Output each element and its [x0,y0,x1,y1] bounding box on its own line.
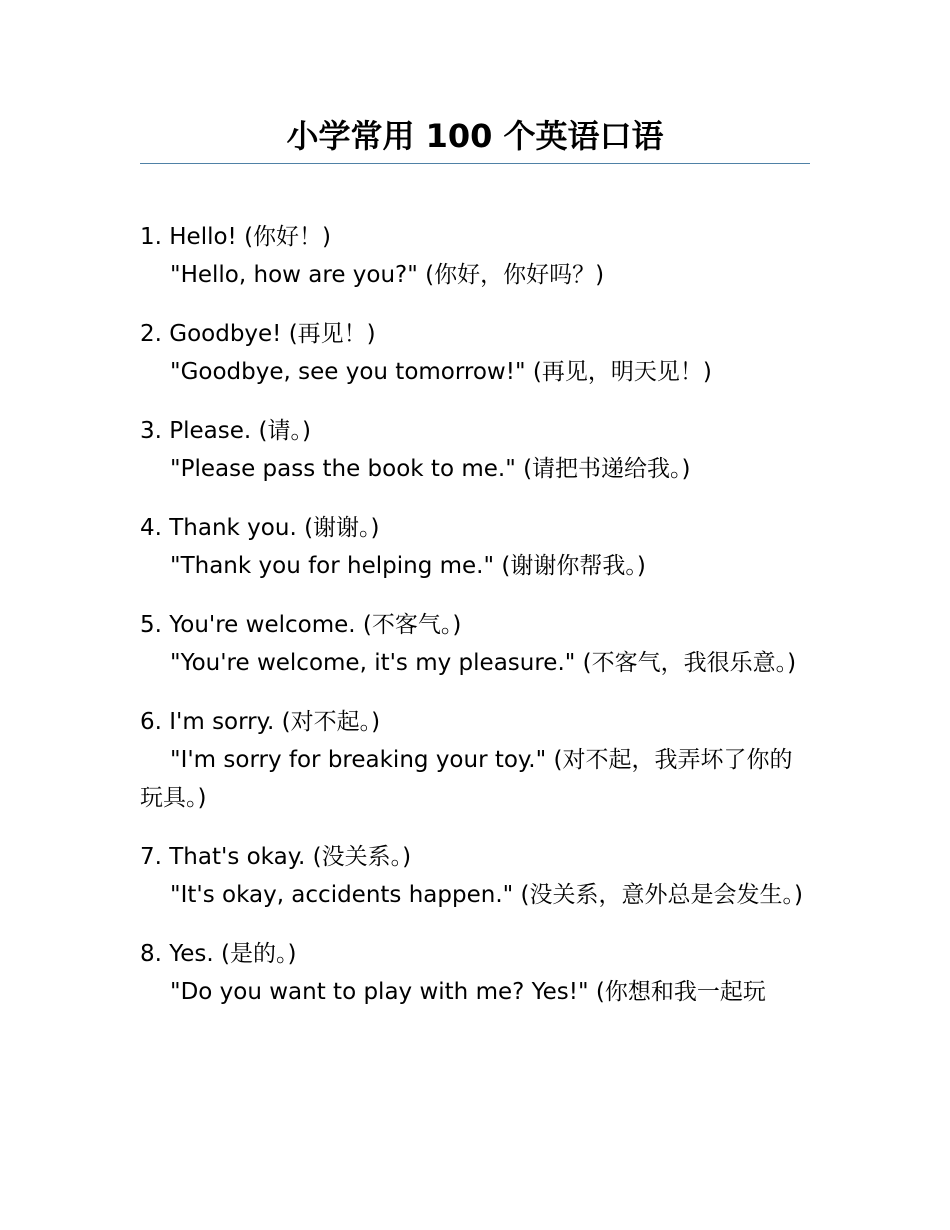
phrase-heading: 8. Yes. (是的。) [140,941,297,967]
phrase-example: "You're welcome, it's my pleasure." (不客气，我很乐意。) [170,650,797,676]
phrase-example: "Thank you for helping me." (谢谢你帮我。) [170,553,646,579]
phrase-entry-3 [140,412,810,488]
title-underline [140,163,810,164]
phrase-heading: 3. Please. (请。) [140,418,311,444]
phrase-entry-7 [140,838,810,914]
document-title: 小学常用 100 个英语口语 [286,117,664,155]
phrase-entry-2 [140,315,810,391]
phrase-heading: 7. That's okay. (没关系。) [140,844,412,870]
phrase-heading: 6. I'm sorry. (对不起。) [140,709,381,735]
phrase-entry-1 [140,218,810,294]
phrase-entry-4 [140,509,810,585]
phrase-heading: 4. Thank you. (谢谢。) [140,515,380,541]
phrase-example: "It's okay, accidents happen." (没关系，意外总是会发生。) [170,882,803,908]
phrase-heading: 1. Hello! (你好！) [140,224,332,250]
phrase-heading: 2. Goodbye! (再见！) [140,321,376,347]
phrase-entry-8 [140,935,810,1011]
phrase-example: "Goodbye, see you tomorrow!" (再见，明天见！) [170,359,712,385]
phrase-list [140,218,810,1032]
phrase-entry-6 [140,703,810,817]
phrase-heading: 5. You're welcome. (不客气。) [140,612,462,638]
phrase-entry-5 [140,606,810,682]
phrase-example: "Do you want to play with me? Yes!" (你想和我一起玩 [170,979,766,1005]
phrase-example: "Hello, how are you?" (你好，你好吗？) [170,262,605,288]
phrase-example: "I'm sorry for breaking your toy." (对不起，我弄坏了你的玩具。) [140,747,793,811]
phrase-example: "Please pass the book to me." (请把书递给我。) [170,456,691,482]
